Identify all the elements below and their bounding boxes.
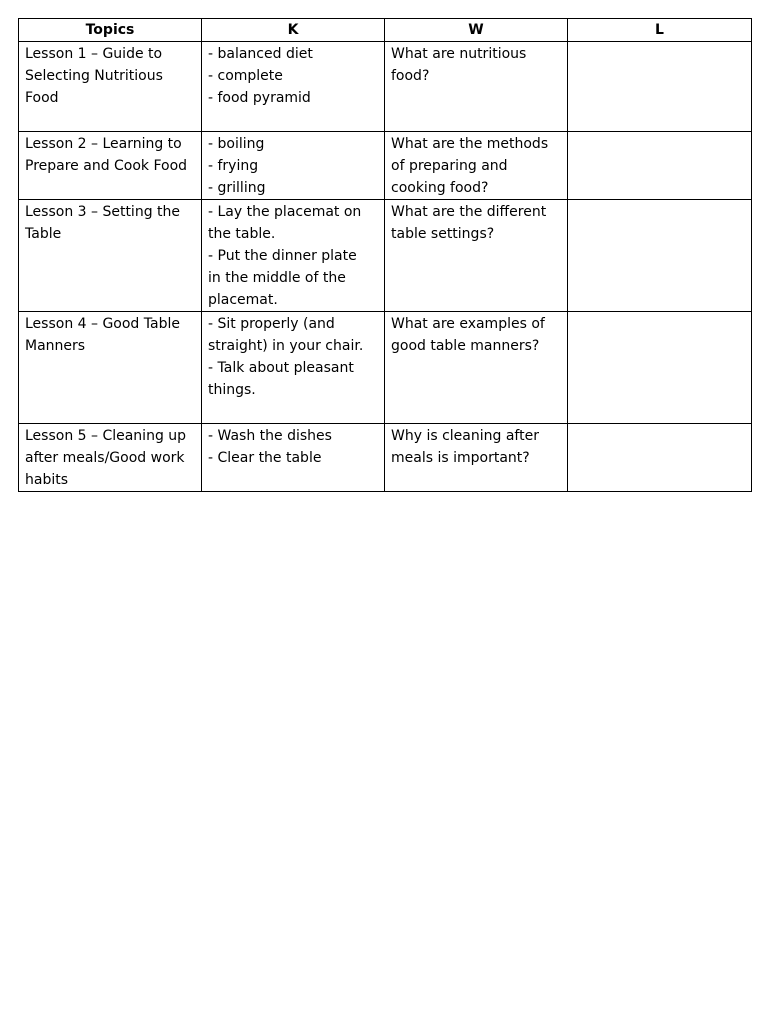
cell-line: - frying xyxy=(208,158,259,174)
l-cell xyxy=(568,42,752,132)
cell-line: meals is important? xyxy=(391,450,530,466)
table-row xyxy=(19,132,752,200)
w-cell xyxy=(385,200,568,312)
cell-line: - balanced diet xyxy=(208,46,313,62)
topic-cell xyxy=(19,312,202,424)
table-row xyxy=(19,424,752,492)
cell-line: the table. xyxy=(208,226,276,242)
k-cell xyxy=(202,424,385,492)
cell-line: good table manners? xyxy=(391,338,540,354)
l-cell xyxy=(568,132,752,200)
cell-line: - complete xyxy=(208,68,283,84)
cell-line: of preparing and xyxy=(391,158,508,174)
l-cell xyxy=(568,424,752,492)
cell-line: Why is cleaning after xyxy=(391,428,539,444)
w-cell xyxy=(385,424,568,492)
cell-line: placemat. xyxy=(208,292,278,308)
cell-line: Lesson 2 – Learning to xyxy=(25,136,182,152)
cell-line: cooking food? xyxy=(391,180,489,196)
l-cell xyxy=(568,200,752,312)
cell-line: - Put the dinner plate xyxy=(208,248,357,264)
kwl-table xyxy=(18,18,752,492)
cell-line: straight) in your chair. xyxy=(208,338,364,354)
l-cell xyxy=(568,312,752,424)
cell-line: things. xyxy=(208,382,256,398)
cell-line: Lesson 5 – Cleaning up xyxy=(25,428,187,444)
topic-cell xyxy=(19,424,202,492)
k-cell xyxy=(202,132,385,200)
cell-line: What are examples of xyxy=(391,316,545,332)
header-w: W xyxy=(385,19,568,42)
cell-line: food? xyxy=(391,68,430,84)
k-cell xyxy=(202,42,385,132)
cell-line: - Wash the dishes xyxy=(208,428,332,444)
cell-line: - grilling xyxy=(208,180,266,196)
cell-line: What are the methods xyxy=(391,136,549,152)
cell-line: Manners xyxy=(25,338,86,354)
w-cell xyxy=(385,42,568,132)
cell-line: What are nutritious xyxy=(391,46,527,62)
table-row xyxy=(19,42,752,132)
cell-line: after meals/Good work xyxy=(25,450,185,466)
topic-cell xyxy=(19,200,202,312)
cell-line: Food xyxy=(25,90,59,106)
cell-line: Prepare and Cook Food xyxy=(25,158,188,174)
k-cell xyxy=(202,312,385,424)
cell-line: table settings? xyxy=(391,226,495,242)
w-cell xyxy=(385,312,568,424)
cell-line: Lesson 1 – Guide to xyxy=(25,46,163,62)
cell-line: Selecting Nutritious xyxy=(25,68,163,84)
cell-line: - Lay the placemat on xyxy=(208,204,362,220)
cell-line: Lesson 3 – Setting the xyxy=(25,204,181,220)
cell-line: What are the different xyxy=(391,204,547,220)
cell-line: - Talk about pleasant xyxy=(208,360,354,376)
table-row xyxy=(19,200,752,312)
header-row xyxy=(19,19,752,42)
cell-line: habits xyxy=(25,472,69,488)
cell-line: - Clear the table xyxy=(208,450,322,466)
w-cell xyxy=(385,132,568,200)
cell-line: - food pyramid xyxy=(208,90,311,106)
k-cell xyxy=(202,200,385,312)
topic-cell xyxy=(19,42,202,132)
table-row xyxy=(19,312,752,424)
cell-line: Table xyxy=(25,226,62,242)
cell-line: - Sit properly (and xyxy=(208,316,335,332)
topic-cell xyxy=(19,132,202,200)
cell-line: Lesson 4 – Good Table xyxy=(25,316,180,332)
cell-line: in the middle of the xyxy=(208,270,346,286)
header-k: K xyxy=(202,19,385,42)
cell-line: - boiling xyxy=(208,136,265,152)
header-topics: Topics xyxy=(19,19,202,42)
header-l: L xyxy=(568,19,752,42)
